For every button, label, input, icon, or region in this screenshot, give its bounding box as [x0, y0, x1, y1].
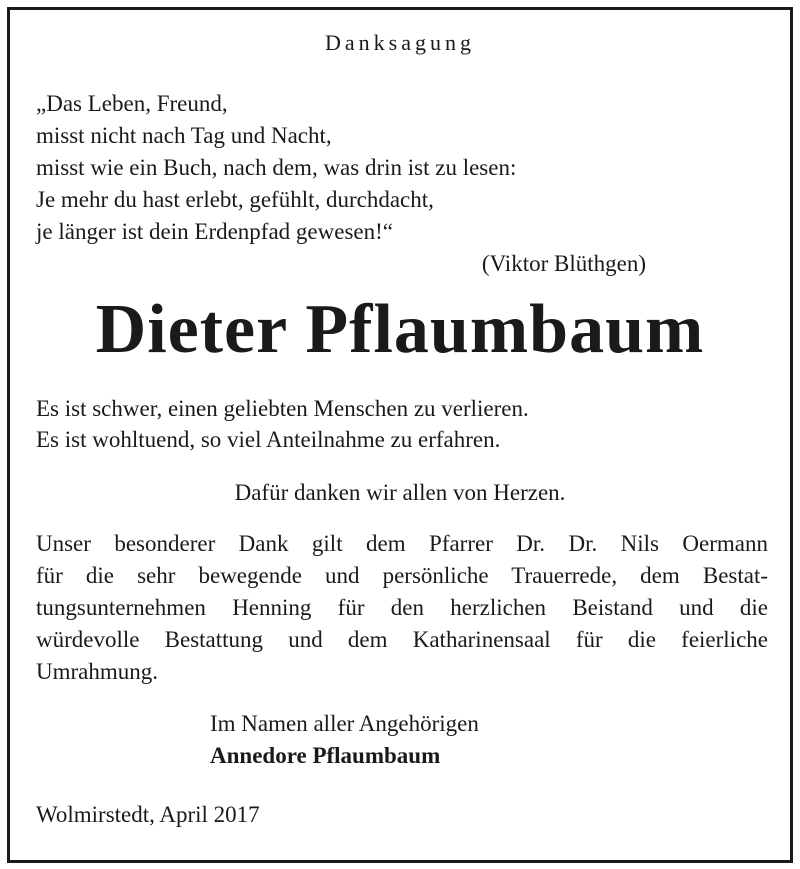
- signoff: [210, 708, 710, 772]
- signer-name: Annedore Pflaumbaum: [210, 743, 441, 768]
- deceased-name: Dieter Pflaumbaum: [95, 291, 705, 368]
- poem-author: (Viktor Blüthgen): [481, 251, 646, 276]
- intro-text: [36, 393, 766, 455]
- intro-line: Es ist wohltuend, so viel Anteilnahme zu erfahren.: [36, 427, 501, 452]
- special-thanks-line: Umrahmung.: [36, 659, 159, 684]
- poem-line: je länger ist dein Erdenpfad gewesen!“: [36, 219, 393, 244]
- special-thanks-line: tungsunternehmen Henning für den herzlichen Beistand und die: [36, 595, 768, 620]
- place-date: Wolmirstedt, April 2017: [36, 802, 260, 827]
- intro-line: Es ist schwer, einen geliebten Menschen zu verlieren.: [36, 396, 529, 421]
- poem-line: misst wie ein Buch, nach dem, was drin ist zu lesen:: [36, 155, 517, 180]
- signoff-line: Im Namen aller Angehörigen: [210, 711, 479, 736]
- poem-line: Je mehr du hast erlebt, gefühlt, durchdacht,: [36, 187, 434, 212]
- thanks-line: Dafür danken wir allen von Herzen.: [234, 480, 566, 505]
- poem-quote: [36, 88, 646, 280]
- special-thanks-line: für die sehr bewegende und persönliche Trauerrede, dem Bestat-: [36, 563, 768, 588]
- notice-heading: Danksagung: [325, 30, 475, 55]
- special-thanks-line: Unser besonderer Dank gilt dem Pfarrer Dr. Dr. Nils Oermann: [36, 531, 768, 556]
- poem-line: misst nicht nach Tag und Nacht,: [36, 123, 332, 148]
- special-thanks-paragraph: [36, 528, 768, 688]
- poem-line: „Das Leben, Freund,: [36, 91, 228, 116]
- special-thanks-line: würdevolle Bestattung und dem Katharinensaal für die feierliche: [36, 627, 768, 652]
